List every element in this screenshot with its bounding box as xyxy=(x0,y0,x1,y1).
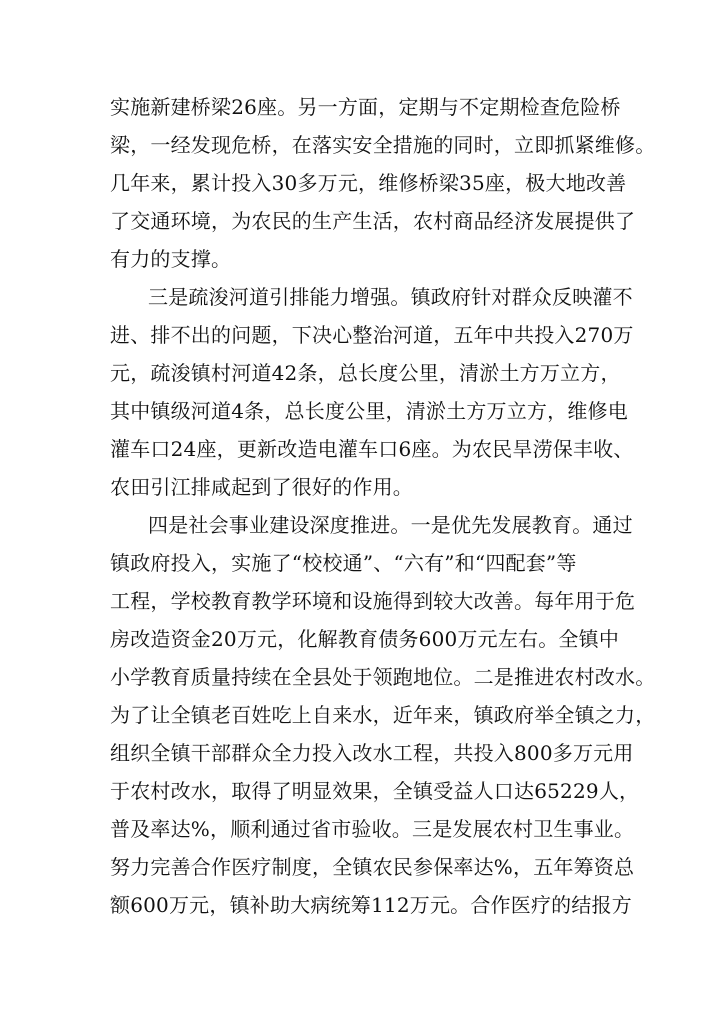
text-line-16: 小学教育质量持续在全县处于领跑地位。二是推进农村改水。 xyxy=(110,665,656,689)
text-line-21: 努力完善合作医疗制度，全镇农民参保率达%，五年筹资总 xyxy=(110,855,635,879)
text-line-19: 于农村改水，取得了明显效果，全镇受益人口达65229人， xyxy=(110,779,640,803)
text-line-18: 组织全镇干部群众全力投入改水工程，共投入800多万元用 xyxy=(110,741,634,765)
text-line-17: 为了让全镇老百姓吃上自来水，近年来，镇政府举全镇之力， xyxy=(110,703,656,727)
text-line-5: 有力的支撑。 xyxy=(110,247,232,271)
text-line-3: 几年来，累计投入30多万元，维修桥梁35座，极大地改善 xyxy=(110,171,627,195)
text-line-15: 房改造资金20万元，化解教育债务600万元左右。全镇中 xyxy=(110,627,620,651)
text-line-4: 了交通环境，为农民的生产生活，农村商品经济发展提供了 xyxy=(110,209,636,233)
text-line-8: 元，疏浚镇村河道42条，总长度公里，清淤土方万立方， xyxy=(110,361,621,385)
text-line-2: 梁，一经发现危桥，在落实安全措施的同时，立即抓紧维修。 xyxy=(110,133,656,157)
text-line-20: 普及率达%，顺利通过省市验收。三是发展农村卫生事业。 xyxy=(110,817,635,841)
text-line-13: 镇政府投入，实施了“校校通”、“六有”和“四配套”等 xyxy=(110,551,577,575)
text-line-9: 其中镇级河道4条，总长度公里，清淤土方万立方，维修电 xyxy=(110,399,628,423)
text-line-22: 额600万元，镇补助大病统筹112万元。合作医疗的结报方 xyxy=(110,893,632,917)
text-line-10: 灌车口24座，更新改造电灌车口6座。为农民旱涝保丰收、 xyxy=(110,437,634,461)
text-line-11: 农田引江排咸起到了很好的作用。 xyxy=(110,475,413,499)
text-line-1: 实施新建桥梁26座。另一方面，定期与不定期检查危险桥 xyxy=(110,95,621,119)
paragraph-3-first-line: 三是疏浚河道引排能力增强。镇政府针对群众反映灌不 xyxy=(148,285,633,309)
text-line-14: 工程，学校教育教学环境和设施得到较大改善。每年用于危 xyxy=(110,589,636,613)
document-page xyxy=(110,88,656,924)
paragraph-4-first-line: 四是社会事业建设深度推进。一是优先发展教育。通过 xyxy=(148,513,633,537)
text-line-7: 进、排不出的问题，下决心整治河道，五年中共投入270万 xyxy=(110,323,634,347)
